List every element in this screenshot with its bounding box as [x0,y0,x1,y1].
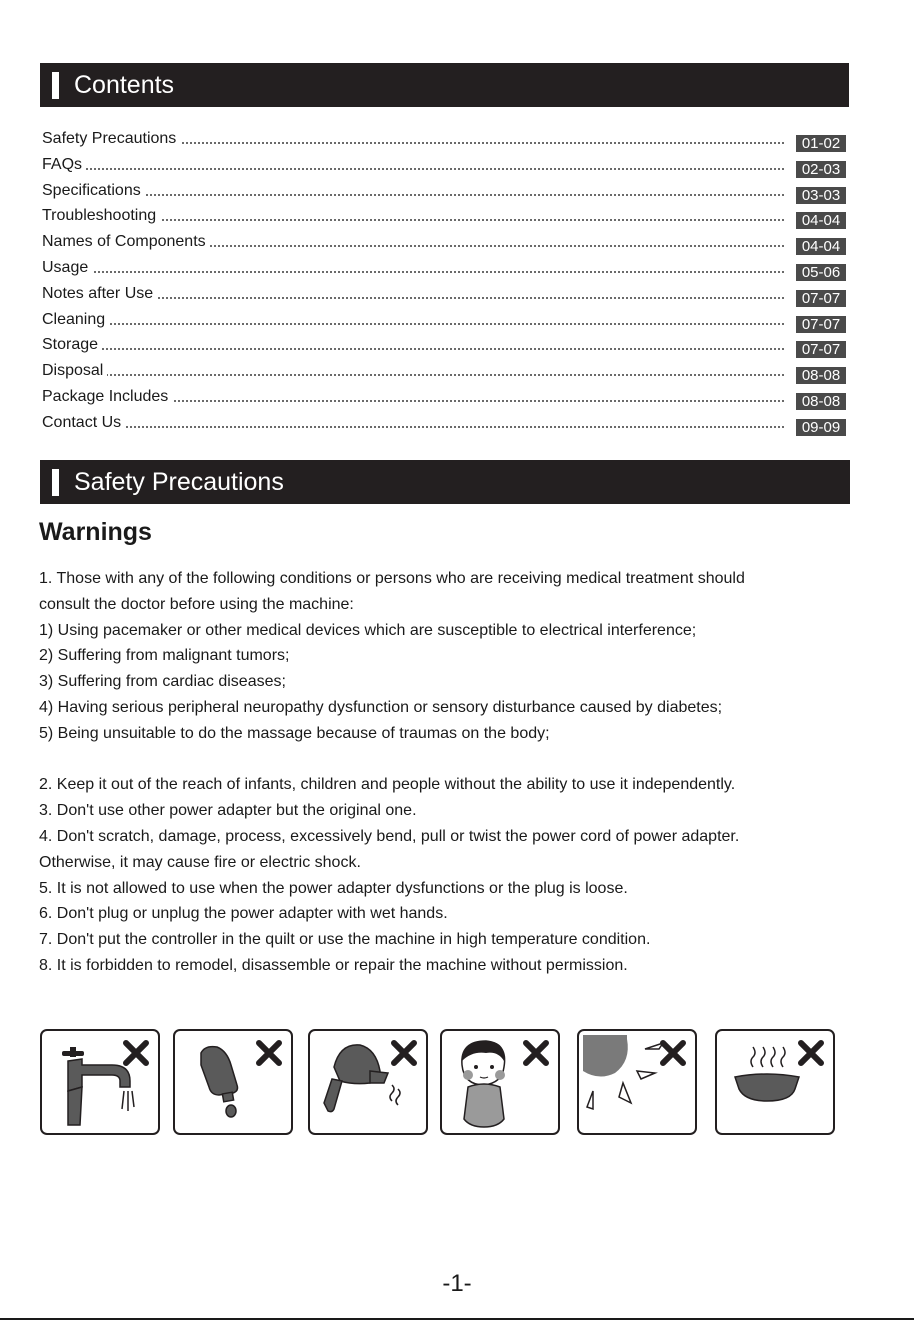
warning-line: Otherwise, it may cause fire or electric shock. [39,853,361,871]
safety-title: Safety Precautions [74,468,284,496]
warning-line: 4) Having serious peripheral neuropathy dysfunction or sensory disturbance caused by diabetes; [39,698,723,716]
warning-line: 5. It is not allowed to use when the power adapter dysfunctions or the plug is loose. [39,879,628,897]
toc-leader-dots [42,374,784,376]
no-water-icon [40,1029,160,1135]
table-of-contents [42,127,848,437]
no-sunlight-icon [577,1029,697,1135]
toc-entry-label: Cleaning [42,310,109,330]
toc-leader-dots [42,323,784,325]
no-liquid-bottle-icon [173,1029,293,1135]
toc-entry [42,179,848,205]
safety-header-bar [40,460,850,504]
toc-entry-label: FAQs [42,155,86,175]
toc-entry [42,256,848,282]
warning-line: 5) Being unsuitable to do the massage because of traumas on the body; [39,724,550,742]
warning-line: 7. Don't put the controller in the quilt or use the machine in high temperature condition. [39,931,651,949]
toc-leader-dots [42,271,784,273]
toc-entry [42,411,848,437]
toc-entry [42,153,848,179]
warning-line: 1) Using pacemaker or other medical devices which are susceptible to electrical interference; [39,621,697,639]
toc-entry [42,308,848,334]
warning-pictograms [40,1029,840,1135]
toc-leader-dots [42,426,784,428]
toc-entry [42,230,848,256]
toc-page-range: 07-07 [796,290,846,307]
toc-entry-label: Package Includes [42,387,172,407]
toc-entry-label: Storage [42,335,102,355]
warnings-heading: Warnings [39,518,152,546]
toc-entry-label: Contact Us [42,413,125,433]
toc-page-range: 09-09 [796,419,846,436]
toc-page-range: 08-08 [796,367,846,384]
toc-entry [42,204,848,230]
toc-leader-dots [42,194,784,196]
warning-line: 8. It is forbidden to remodel, disassemble or repair the machine without permission. [39,956,628,974]
toc-page-range: 08-08 [796,393,846,410]
warning-line: 1. Those with any of the following conditions or persons who are receiving medical treatment should [39,570,745,587]
toc-page-range: 01-02 [796,135,846,152]
warning-line: consult the doctor before using the machine: [39,595,354,613]
toc-page-range: 03-03 [796,187,846,204]
toc-entry-label: Safety Precautions [42,129,180,149]
warning-line: 2) Suffering from malignant tumors; [39,647,290,665]
header-marker [52,72,59,99]
toc-page-range: 05-06 [796,264,846,281]
toc-entry-label: Troubleshooting [42,206,160,226]
toc-page-range: 02-03 [796,161,846,178]
warnings-list [39,566,859,979]
paragraph-gap [39,747,859,773]
page-number: -1- [442,1270,472,1297]
warning-line: 3) Suffering from cardiac diseases; [39,673,286,691]
contents-title: Contents [74,71,175,99]
toc-entry-label: Specifications [42,181,145,201]
toc-entry [42,359,848,385]
bottom-rule [0,1318,914,1320]
toc-entry [42,127,848,153]
warning-line: 3. Don't use other power adapter but the original one. [39,802,417,820]
toc-entry [42,282,848,308]
no-children-icon [440,1029,560,1135]
toc-page-range: 07-07 [796,341,846,358]
toc-page-range: 07-07 [796,316,846,333]
warning-line: 4. Don't scratch, damage, process, excessively bend, pull or twist the power cord of power adapter. [39,827,740,845]
warning-line: 6. Don't plug or unplug the power adapter with wet hands. [39,905,448,923]
toc-leader-dots [42,168,784,170]
contents-header-bar [40,63,849,107]
toc-entry-label: Notes after Use [42,284,157,304]
header-marker [52,469,59,496]
toc-entry-label: Names of Components [42,232,210,252]
no-hair-dryer-icon [308,1029,428,1135]
toc-page-range: 04-04 [796,212,846,229]
toc-entry-label: Disposal [42,361,107,381]
toc-entry [42,385,848,411]
toc-entry [42,333,848,359]
toc-leader-dots [42,348,784,350]
no-hot-bath-icon [715,1029,835,1135]
toc-page-range: 04-04 [796,238,846,255]
toc-entry-label: Usage [42,258,92,278]
warning-line: 2. Keep it out of the reach of infants, children and people without the ability to use it independently. [39,776,736,794]
